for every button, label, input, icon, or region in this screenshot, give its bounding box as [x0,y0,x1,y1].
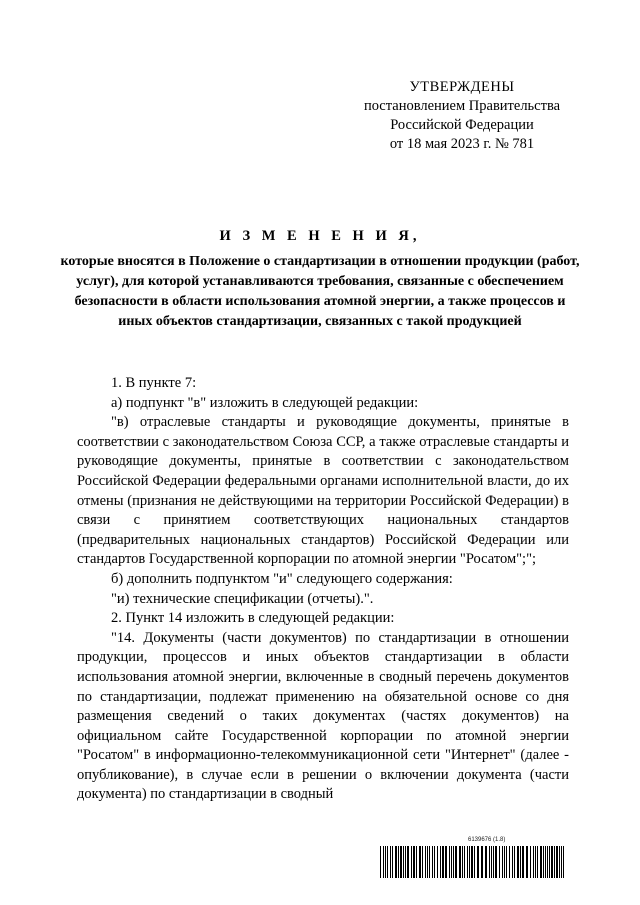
paragraph: "14. Документы (части документов) по стандартизации в отношении продукции, процессов и иных объектов стандартизации в области использования атомной энергии, включенные в сводный перечень документов по стандартизации, подлежат применению на обязательной основе со дня размещения сведений о таких документах (частях документов) на официальном сайте Государственной корпорации по атомной энергии "Росатом" в информационно-телекоммуникационной сети "Интернет" (далее - опубликование), в случае если в решении о включении документа (части документа) по стандартизации в сводный [77,629,569,803]
approval-line-3: от 18 мая 2023 г. № 781 [389,136,535,152]
paragraph: "и) технические спецификации (отчеты).". [111,590,374,607]
document-body [77,374,569,805]
approval-line-1: постановлением Правительства [363,98,561,114]
approval-line-2: Российской Федерации [390,117,534,133]
paragraph: б) дополнить подпунктом "и" следующего содержания: [111,570,453,587]
paragraph: "в) отраслевые стандарты и руководящие документы, принятые в соответствии с законодательством Союза ССР, а также отраслевые стандарты и руководящие документы, принятые в соответствии с законодательством Российской Федерации федеральными органами исполнительной власти, до их отмены (признания не действующими на территории Российской Федерации) в связи с принятием соответствующих национальных стандартов (предварительных национальных стандартов) Российской Федерации или стандартов Государственной корпорации по атомной энергии "Росатом";"; [77,414,569,568]
title-word: И З М Е Н Е Н И Я, [219,228,421,244]
barcode-image [380,846,568,878]
document-title [60,226,580,332]
paragraph: а) подпункт "в" изложить в следующей редакции: [111,394,419,411]
paragraph: 2. Пункт 14 изложить в следующей редакции: [111,610,395,627]
approval-heading: УТВЕРЖДЕНЫ [409,79,515,95]
title-subtitle: которые вносятся в Положение о стандартизации в отношении продукции (работ, услуг), для которой устанавливаются требования, связанные с обеспечением безопасности в области использования атомной энергии, а также процессов и иных объектов стандартизации, связанных с такой продукцией [60,254,580,329]
paragraph: 1. В пункте 7: [111,375,197,391]
barcode-number: 6139676 (1.8) [468,837,506,843]
approval-block [352,78,572,154]
